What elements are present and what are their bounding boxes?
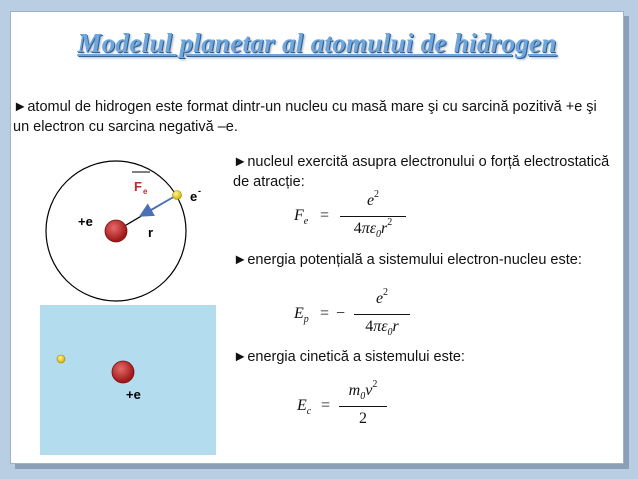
- potential-energy-formula: $E_p$ = − $e^2$ $4\pi\varepsilon_0r$: [294, 290, 424, 345]
- fe-label: F: [134, 179, 142, 194]
- fe-sub: e: [143, 187, 148, 196]
- slide: [10, 11, 624, 464]
- panel-nucleus: [112, 361, 134, 383]
- kinetic-energy-text: ►energia cinetică a sistemului este:: [233, 349, 465, 365]
- force-formula: $F_e$ = $e^2$ $4\pi\varepsilon_0r^2$: [294, 192, 424, 247]
- orbit-diagram: [36, 157, 226, 317]
- intro-text: ►atomul de hidrogen este format dintr-un nucleu cu masă mare şi cu sarcină pozitivă +e şi un electron cu sarcina negativă –e.: [13, 99, 597, 135]
- slide-title: Modelul planetar al atomului de hidrogen: [77, 28, 557, 58]
- panel-nucleus-label: +e: [126, 387, 141, 402]
- nucleus: [105, 220, 127, 242]
- panel-electron: [57, 355, 65, 363]
- potential-energy-text: ►energia potențială a sistemului electron-nucleu este:: [233, 252, 582, 268]
- force-text: ►nucleul exercită asupra electronului o forță electrostatică de atracție:: [233, 154, 610, 190]
- electron-label: e: [190, 189, 198, 204]
- force-arrow: [142, 195, 177, 215]
- radius-label: r: [148, 225, 154, 240]
- animation-panel: [40, 305, 216, 455]
- nucleus-label: +e: [78, 214, 93, 229]
- electron-sup: -: [198, 186, 201, 196]
- kinetic-energy-formula: $E_c$ = $m_0v^2$ 2: [297, 382, 417, 437]
- electron: [173, 191, 182, 200]
